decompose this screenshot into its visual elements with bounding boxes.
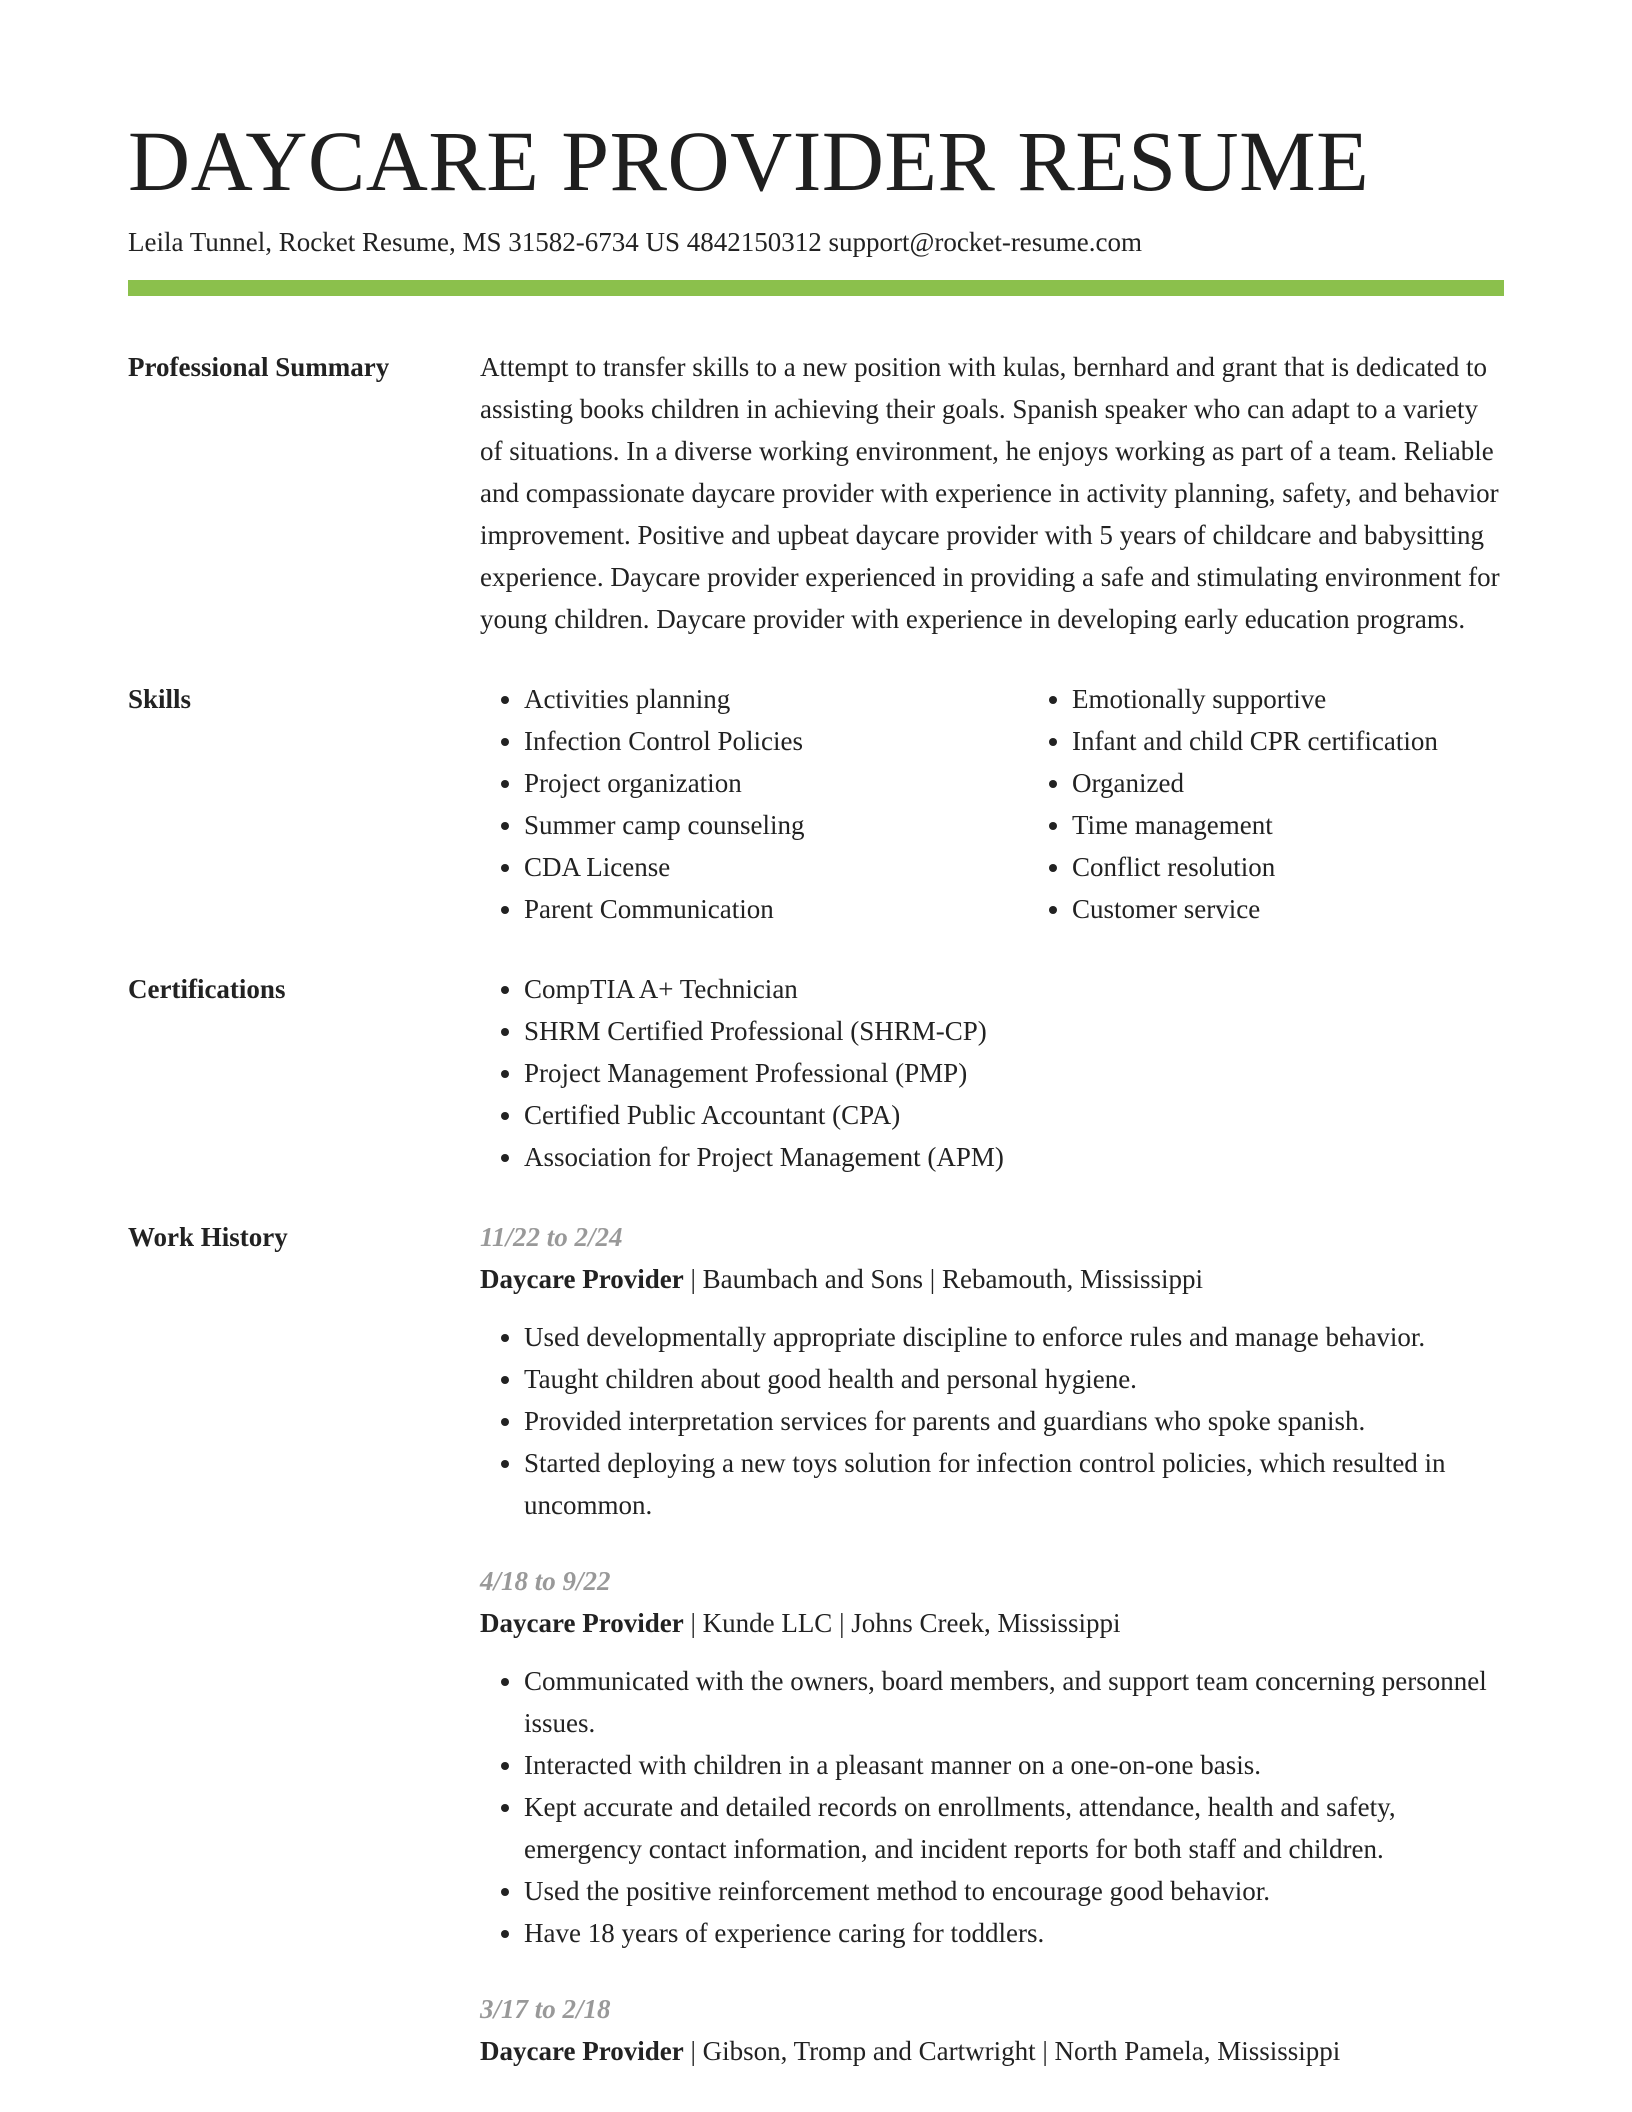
job-heading	[480, 2030, 1504, 2072]
job-bullets	[480, 1316, 1504, 1526]
job-entry	[480, 1988, 1504, 2072]
section-label-skills: Skills	[128, 684, 192, 715]
list-item: • Have 18 years of experience caring for toddlers.	[524, 1912, 1504, 1954]
list-item: • Project Management Professional (PMP)	[524, 1052, 1504, 1094]
job-entry	[480, 1216, 1504, 1526]
section-skills	[128, 678, 1504, 930]
skills-list-col2	[1028, 678, 1504, 930]
list-item: • CDA License	[524, 846, 1028, 888]
job-title: Daycare Provider	[480, 1608, 684, 1639]
certifications-list	[480, 968, 1504, 1178]
section-label-work-history: Work History	[128, 1222, 288, 1253]
list-item: • SHRM Certified Professional (SHRM-CP)	[524, 1010, 1504, 1052]
list-item: • Summer camp counseling	[524, 804, 1028, 846]
list-item: • Emotionally supportive	[1072, 678, 1504, 720]
section-professional-summary	[128, 346, 1504, 640]
list-item: • Used the positive reinforcement method to encourage good behavior.	[524, 1870, 1504, 1912]
list-item: • CompTIA A+ Technician	[524, 968, 1504, 1010]
job-date: 3/17 to 2/18	[480, 1994, 611, 2025]
list-item: • Parent Communication	[524, 888, 1028, 930]
accent-divider	[128, 280, 1504, 296]
job-date: 11/22 to 2/24	[480, 1222, 623, 1253]
job-details: | Kunde LLC | Johns Creek, Mississippi	[683, 1608, 1121, 1639]
list-item: • Project organization	[524, 762, 1028, 804]
job-details: | Gibson, Tromp and Cartwright | North Pamela, Mississippi	[683, 2036, 1341, 2067]
skills-list-col1	[480, 678, 1028, 930]
list-item: • Provided interpretation services for parents and guardians who spoke spanish.	[524, 1400, 1504, 1442]
job-title: Daycare Provider	[480, 2036, 684, 2067]
list-item: • Organized	[1072, 762, 1504, 804]
section-label-certifications: Certifications	[128, 974, 286, 1005]
list-item: • Kept accurate and detailed records on enrollments, attendance, health and safety, emergency contact information, and incident reports for both staff and children.	[524, 1786, 1504, 1870]
job-date: 4/18 to 9/22	[480, 1566, 611, 1597]
list-item: • Conflict resolution	[1072, 846, 1504, 888]
job-heading	[480, 1258, 1504, 1300]
job-bullets	[480, 1660, 1504, 1954]
section-work-history	[128, 1216, 1504, 2106]
list-item: • Interacted with children in a pleasant manner on a one-on-one basis.	[524, 1744, 1504, 1786]
section-label-summary: Professional Summary	[128, 352, 390, 383]
list-item: • Taught children about good health and personal hygiene.	[524, 1358, 1504, 1400]
job-heading	[480, 1602, 1504, 1644]
job-title: Daycare Provider	[480, 1264, 684, 1295]
job-entry	[480, 1560, 1504, 1954]
section-certifications	[128, 968, 1504, 1178]
list-item: • Activities planning	[524, 678, 1028, 720]
list-item: • Infection Control Policies	[524, 720, 1028, 762]
list-item: • Started deploying a new toys solution for infection control policies, which resulted in uncommon.	[524, 1442, 1504, 1526]
list-item: • Infant and child CPR certification	[1072, 720, 1504, 762]
resume-title: DAYCARE PROVIDER RESUME	[128, 113, 1370, 209]
list-item: • Used developmentally appropriate discipline to enforce rules and manage behavior.	[524, 1316, 1504, 1358]
list-item: • Time management	[1072, 804, 1504, 846]
list-item: • Association for Project Management (APM)	[524, 1136, 1504, 1178]
list-item: • Customer service	[1072, 888, 1504, 930]
list-item: • Certified Public Accountant (CPA)	[524, 1094, 1504, 1136]
contact-line: Leila Tunnel, Rocket Resume, MS 31582-6734 US 4842150312 support@rocket-resume.com	[128, 227, 1143, 257]
list-item: • Communicated with the owners, board members, and support team concerning personnel issues.	[524, 1660, 1504, 1744]
job-details: | Baumbach and Sons | Rebamouth, Mississippi	[683, 1264, 1203, 1295]
summary-text: Attempt to transfer skills to a new position with kulas, bernhard and grant that is dedicated to assisting books children in achieving their goals. Spanish speaker who can adapt to a variety of situations. In a diverse working environment, he enjoys working as part of a team. Reliable and compassionate daycare provider with experience in activity planning, safety, and behavior improvement. Positive and upbeat daycare provider with 5 years of childcare and babysitting experience. Daycare provider experienced in providing a safe and stimulating environment for young children. Daycare provider with experience in developing early education programs.	[480, 352, 1500, 635]
